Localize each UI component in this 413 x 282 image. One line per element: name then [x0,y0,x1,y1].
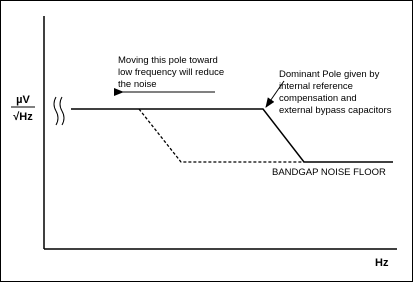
move-pole-annotation: Moving this pole toward low frequency will reduce the noise [118,55,225,90]
noise-floor-label: BANDGAP NOISE FLOOR [272,167,386,178]
y-axis-label-numerator: µV [16,94,30,106]
noise-curve-dashed [139,109,304,162]
x-axis-label: Hz [375,257,389,269]
y-axis-label-denominator: √Hz [13,111,33,123]
noise-curve-solid [71,109,393,162]
noise-diagram [1,1,412,281]
dominant-pole-annotation: Dominant Pole given by internal reference compensation and external bypass capacitors [279,69,392,116]
axis-break-icon [54,97,64,125]
